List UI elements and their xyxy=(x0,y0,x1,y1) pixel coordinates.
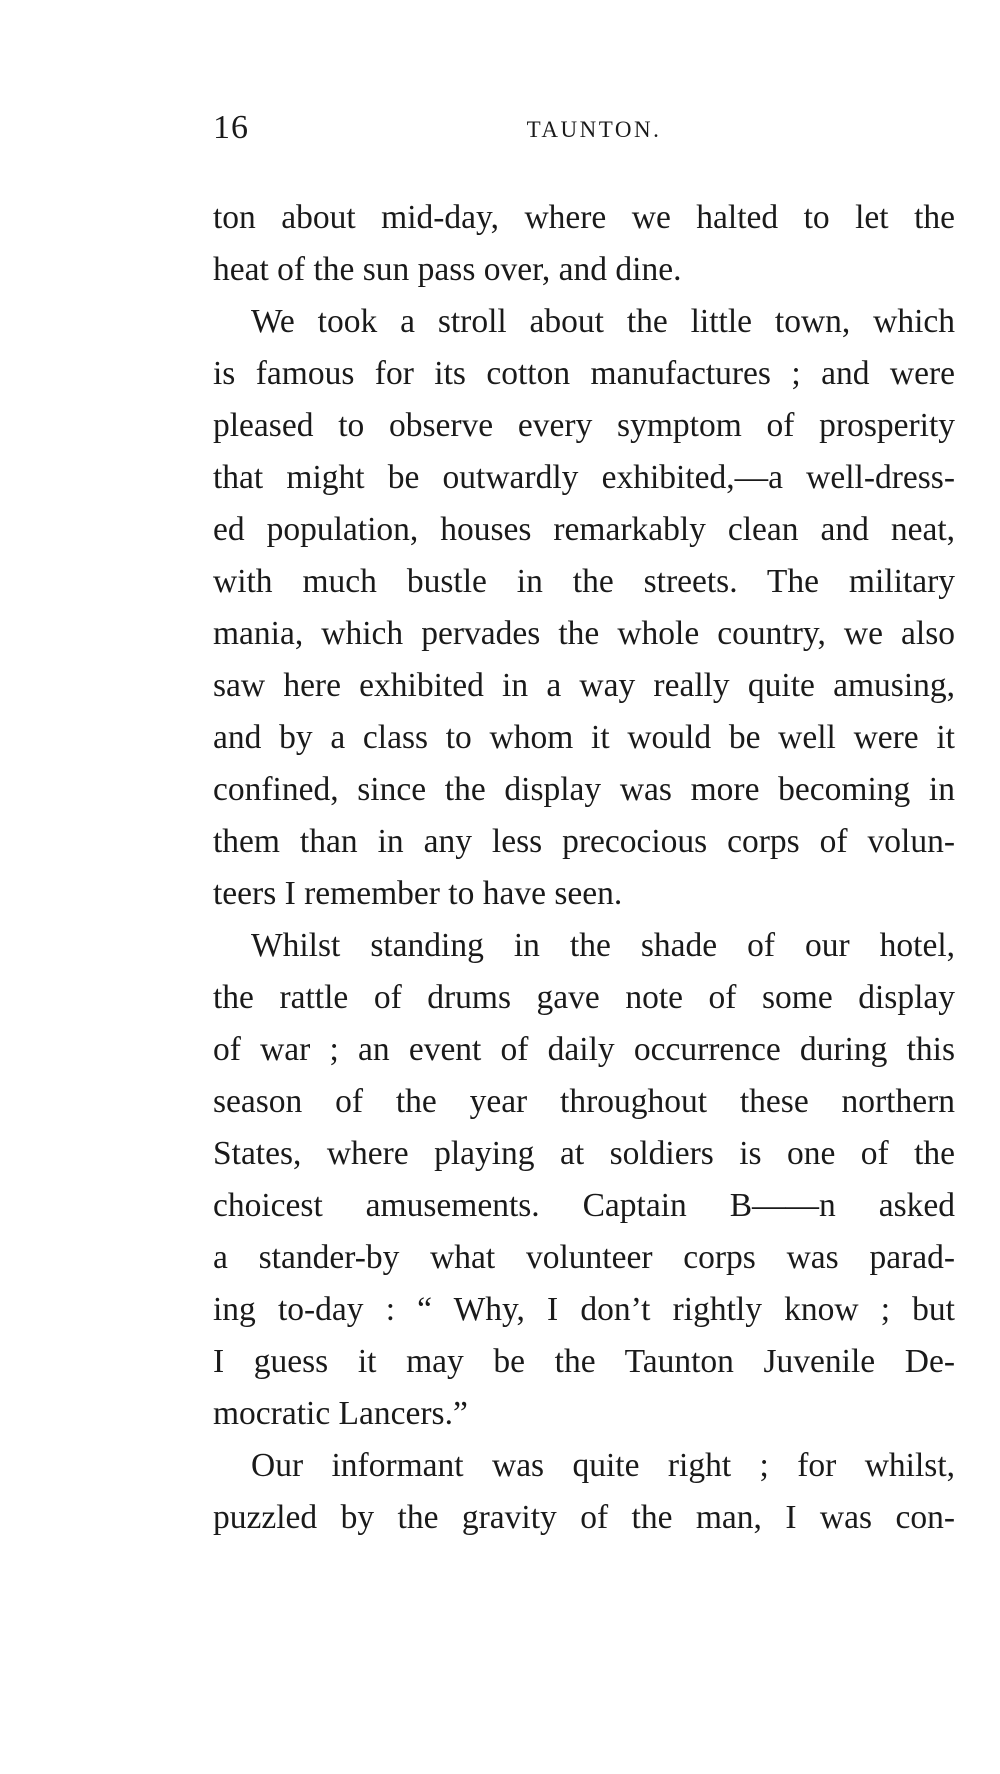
text-line: We took a stroll about the little town, which xyxy=(251,303,955,340)
text-line: teers I remember to have seen. xyxy=(213,875,623,912)
text-line: the rattle of drums gave note of some display xyxy=(213,979,955,1016)
page-header xyxy=(213,106,955,150)
text-line: ton about mid-day, where we halted to let the xyxy=(213,199,955,236)
text-line: States, where playing at soldiers is one of the xyxy=(213,1135,955,1172)
paragraph-1 xyxy=(213,192,955,296)
page-number: 16 xyxy=(213,109,249,146)
paragraph-4 xyxy=(213,1440,955,1544)
text-line: and by a class to whom it would be well were it xyxy=(213,719,955,756)
text-line: choicest amusements. Captain B——n asked xyxy=(213,1187,955,1224)
text-line: pleased to observe every symptom of prosperity xyxy=(213,407,955,444)
paragraph-2 xyxy=(213,296,955,920)
text-line: is famous for its cotton manufactures ; and were xyxy=(213,355,955,392)
text-line: mania, which pervades the whole country, we also xyxy=(213,615,955,652)
text-line: puzzled by the gravity of the man, I was con- xyxy=(213,1499,955,1536)
text-line: Whilst standing in the shade of our hotel, xyxy=(251,927,955,964)
text-line: saw here exhibited in a way really quite amusing, xyxy=(213,667,955,704)
text-line: Our informant was quite right ; for whilst, xyxy=(251,1447,955,1484)
text-line: confined, since the display was more becoming in xyxy=(213,771,955,808)
text-line: of war ; an event of daily occurrence during this xyxy=(213,1031,955,1068)
text-line: ing to-day : “ Why, I don’t rightly know ; but xyxy=(213,1291,955,1328)
body-text xyxy=(213,192,955,1544)
text-line: ed population, houses remarkably clean and neat, xyxy=(213,511,955,548)
paragraph-3 xyxy=(213,920,955,1440)
text-line: them than in any less precocious corps of volun- xyxy=(213,823,955,860)
running-head: TAUNTON. xyxy=(526,117,662,142)
text-line: heat of the sun pass over, and dine. xyxy=(213,251,682,288)
text-line: a stander-by what volunteer corps was parad- xyxy=(213,1239,955,1276)
text-line: I guess it may be the Taunton Juvenile De- xyxy=(213,1343,955,1380)
text-line: with much bustle in the streets. The military xyxy=(213,563,955,600)
text-line: that might be outwardly exhibited,—a well-dress- xyxy=(213,459,955,496)
text-line: mocratic Lancers.” xyxy=(213,1395,468,1432)
text-line: season of the year throughout these northern xyxy=(213,1083,955,1120)
